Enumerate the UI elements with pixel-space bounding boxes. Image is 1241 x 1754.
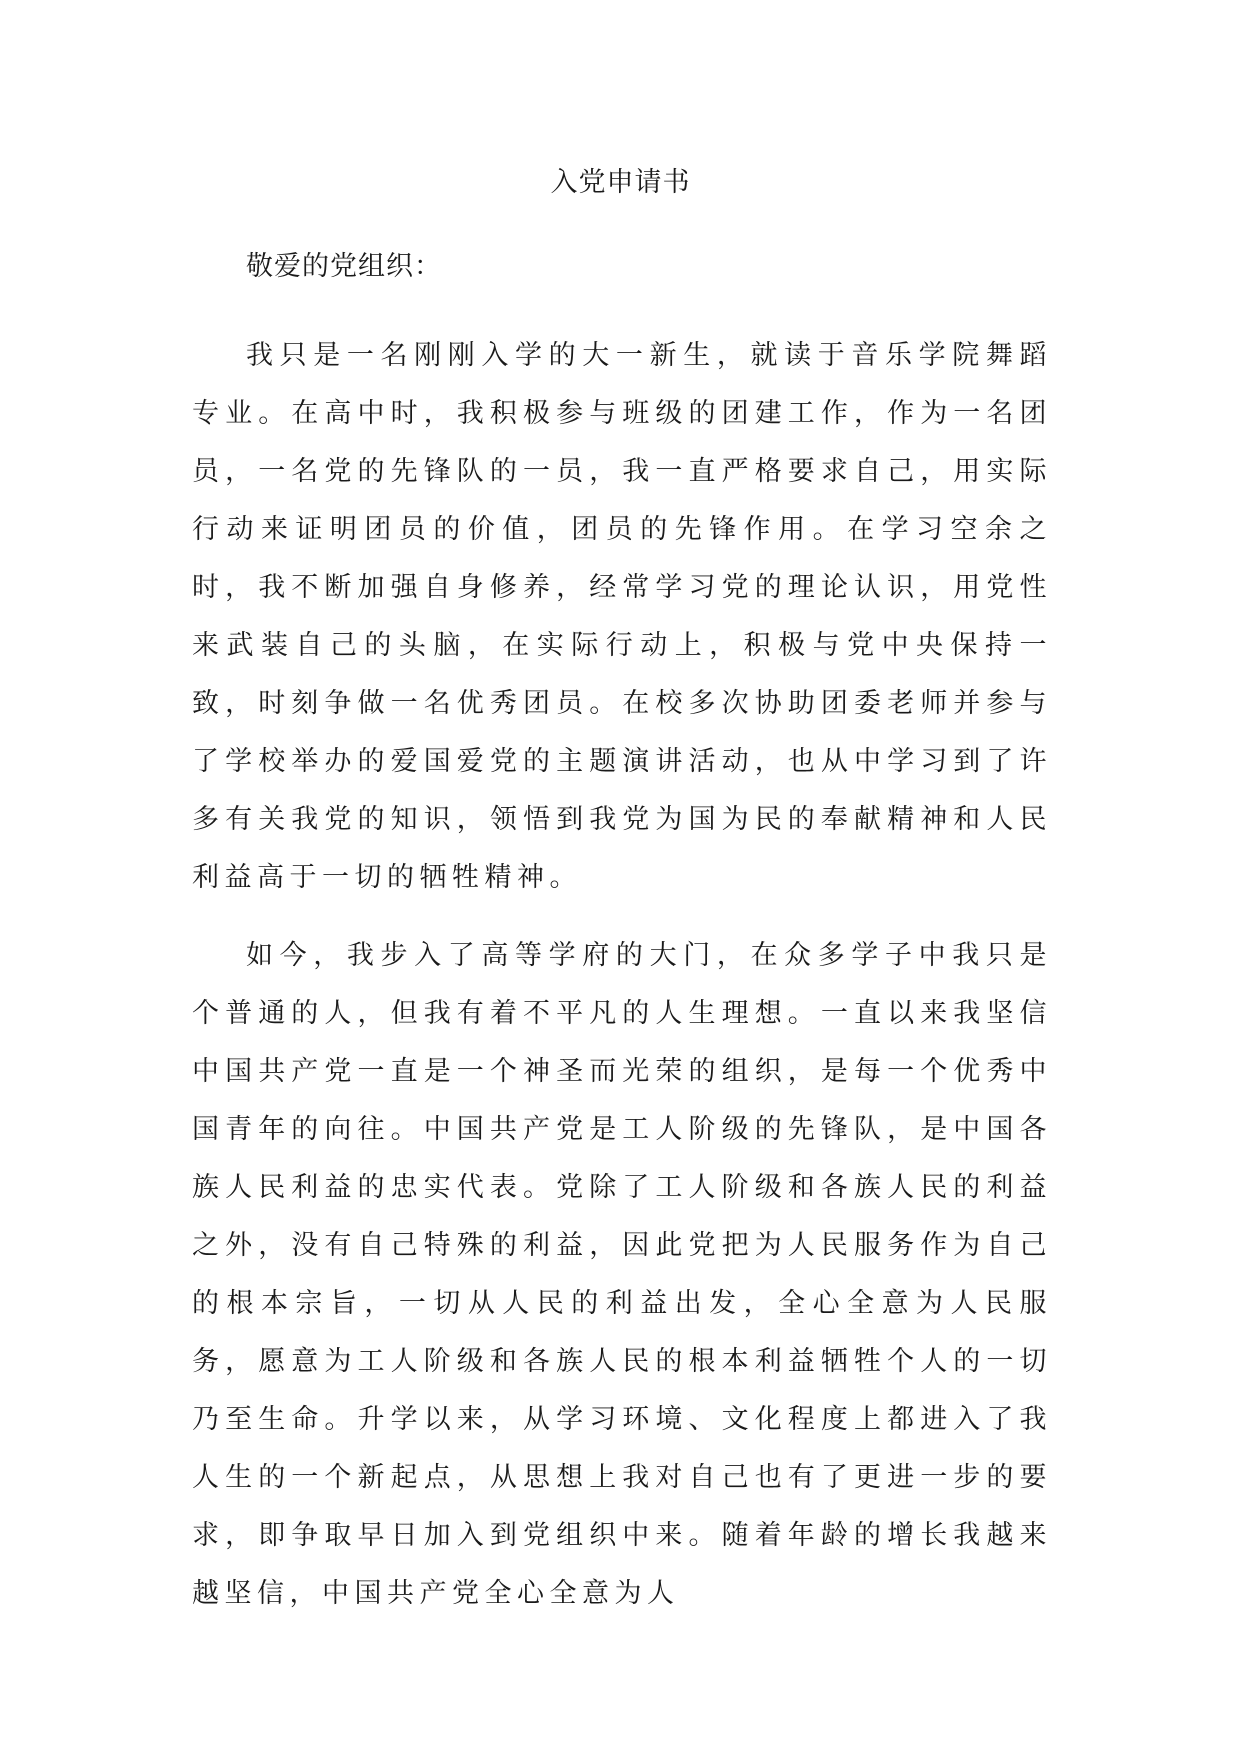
paragraph-2: 如今，我步入了高等学府的大门，在众多学子中我只是个普通的人，但我有着不平凡的人生理想。一直以来我坚信中国共产党一直是一个神圣而光荣的组织，是每一个优秀中国青年的向往。中国共产党是工人阶级的先锋队，是中国各族人民利益的忠实代表。党除了工人阶级和各族人民的利益之外，没有自己特殊的利益，因此党把为人民服务作为自己的根本宗旨，一切从人民的利益出发，全心全意为人民服务，愿意为工人阶级和各族人民的根本利益牺牲个人的一切乃至生命。升学以来，从学习环境、文化程度上都进入了我人生的一个新起点，从思想上我对自己也有了更进一步的要求，即争取早日加入到党组织中来。随着年龄的增长我越来越坚信，中国共产党全心全意为人 — [192, 940, 1052, 1609]
salutation: 敬爱的党组织： — [246, 251, 442, 282]
paragraph-1: 我只是一名刚刚入学的大一新生，就读于音乐学院舞蹈专业。在高中时，我积极参与班级的团建工作，作为一名团员，一名党的先锋队的一员，我一直严格要求自己，用实际行动来证明团员的价值，团员的先锋作用。在学习空余之时，我不断加强自身修养，经常学习党的理论认识，用党性来武装自己的头脑，在实际行动上，积极与党中央保持一致，时刻争做一名优秀团员。在校多次协助团委老师并参与了学校举办的爱国爱党的主题演讲活动，也从中学习到了许多有关我党的知识，领悟到我党为国为民的奉献精神和人民利益高于一切的牺牲精神。 — [192, 340, 1052, 893]
document-title: 入党申请书 — [550, 167, 691, 198]
